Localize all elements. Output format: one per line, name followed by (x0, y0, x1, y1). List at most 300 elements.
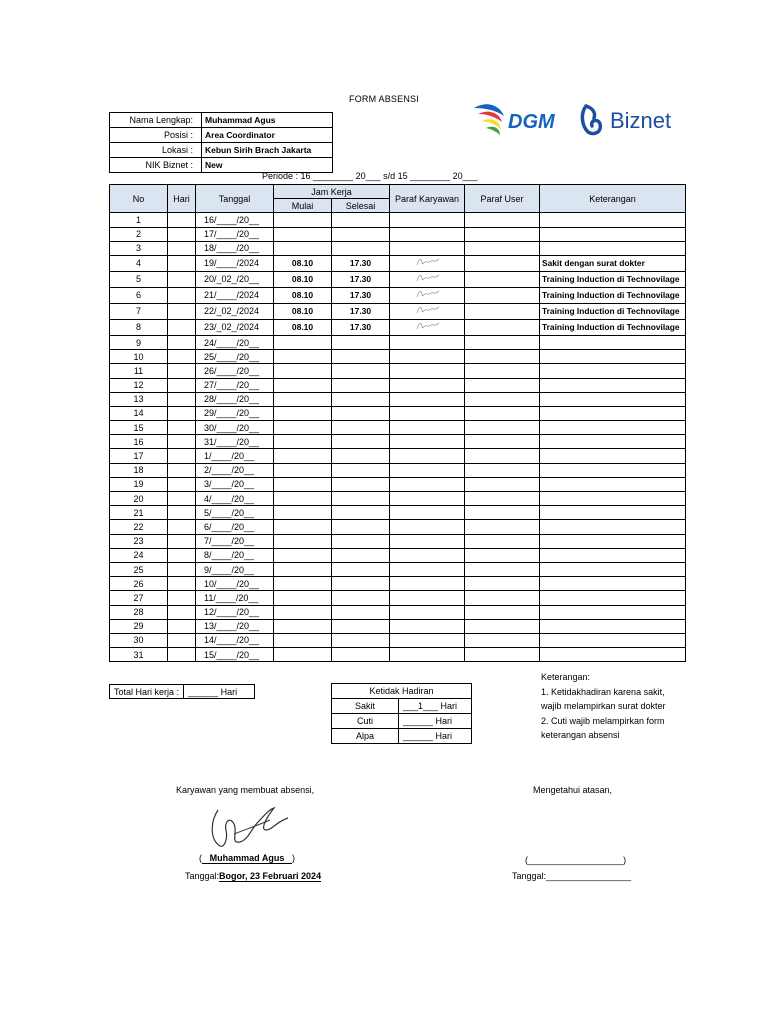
employee-date-label: Tanggal: (185, 871, 220, 881)
employee-name-line: ( Muhammad Agus ) (199, 853, 295, 863)
cell-tanggal: 16/____/20__ (196, 213, 274, 227)
table-row (110, 463, 686, 477)
header-tanggal: Tanggal (196, 185, 274, 213)
cell-selesai: 17.30 (332, 303, 390, 319)
cell-paraf-user (465, 364, 540, 378)
cell-paraf-user (465, 605, 540, 619)
cell-paraf-karyawan (390, 335, 465, 349)
cell-selesai (332, 492, 390, 506)
cell-paraf-karyawan (390, 213, 465, 227)
cell-no: 28 (110, 605, 168, 619)
table-row (110, 506, 686, 520)
cell-paraf-user (465, 335, 540, 349)
cell-paraf-user (465, 287, 540, 303)
cell-selesai (332, 350, 390, 364)
cell-paraf-user (465, 591, 540, 605)
header-jam-kerja: Jam Kerja (274, 185, 390, 199)
signature-icon (414, 256, 440, 268)
cell-hari (168, 335, 196, 349)
cell-paraf-karyawan (390, 633, 465, 647)
cell-selesai (332, 605, 390, 619)
cell-selesai (332, 392, 390, 406)
cell-no: 9 (110, 335, 168, 349)
cell-paraf-user (465, 227, 540, 241)
cell-hari (168, 520, 196, 534)
cell-paraf-user (465, 633, 540, 647)
cell-mulai (274, 492, 332, 506)
cell-tanggal: 1/____/20__ (196, 449, 274, 463)
cell-mulai (274, 227, 332, 241)
absen-value: ___1___ Hari (399, 699, 472, 714)
header-keterangan: Keterangan (540, 185, 686, 213)
table-row (110, 449, 686, 463)
cell-selesai: 17.30 (332, 271, 390, 287)
supervisor-date-line (512, 871, 631, 881)
cell-selesai (332, 562, 390, 576)
employee-date: Bogor, 23 Februari 2024 (219, 871, 322, 881)
cell-paraf-user (465, 350, 540, 364)
biznet-logo (578, 100, 688, 140)
cell-paraf-karyawan (390, 378, 465, 392)
cell-hari (168, 492, 196, 506)
cell-hari (168, 506, 196, 520)
table-row (110, 319, 686, 335)
cell-no: 23 (110, 534, 168, 548)
cell-no: 20 (110, 492, 168, 506)
table-row (110, 350, 686, 364)
table-row (110, 271, 686, 287)
form-title: FORM ABSENSI (349, 94, 419, 104)
cell-keterangan (540, 534, 686, 548)
cell-paraf-user (465, 319, 540, 335)
cell-keterangan (540, 562, 686, 576)
cell-no: 13 (110, 392, 168, 406)
cell-mulai: 08.10 (274, 287, 332, 303)
cell-mulai (274, 506, 332, 520)
cell-mulai: 08.10 (274, 271, 332, 287)
cell-selesai (332, 506, 390, 520)
cell-no: 21 (110, 506, 168, 520)
table-row (110, 406, 686, 420)
cell-mulai (274, 619, 332, 633)
cell-selesai (332, 227, 390, 241)
cell-hari (168, 406, 196, 420)
info-value: Kebun Sirih Brach Jakarta (202, 143, 333, 158)
cell-keterangan (540, 421, 686, 435)
cell-hari (168, 534, 196, 548)
cell-hari (168, 378, 196, 392)
cell-paraf-user (465, 548, 540, 562)
cell-no: 17 (110, 449, 168, 463)
cell-mulai (274, 435, 332, 449)
biznet-logo-text: Biznet (610, 108, 672, 133)
cell-tanggal: 31/____/20__ (196, 435, 274, 449)
table-row (110, 605, 686, 619)
cell-keterangan: Training Induction di Technovilage (540, 271, 686, 287)
cell-paraf-user (465, 534, 540, 548)
cell-selesai (332, 241, 390, 255)
cell-hari (168, 421, 196, 435)
cell-keterangan (540, 335, 686, 349)
cell-paraf-user (465, 241, 540, 255)
cell-tanggal: 8/____/20__ (196, 548, 274, 562)
table-row (110, 213, 686, 227)
cell-paraf-user (465, 449, 540, 463)
cell-paraf-user (465, 619, 540, 633)
cell-tanggal: 22/_02_/2024 (196, 303, 274, 319)
cell-paraf-karyawan (390, 287, 465, 303)
cell-hari (168, 562, 196, 576)
cell-selesai: 17.30 (332, 287, 390, 303)
header-selesai: Selesai (332, 199, 390, 213)
cell-keterangan (540, 619, 686, 633)
cell-paraf-karyawan (390, 350, 465, 364)
keterangan-notes (541, 670, 666, 743)
cell-selesai (332, 213, 390, 227)
table-row (110, 577, 686, 591)
absen-label: Sakit (332, 699, 399, 714)
signature-icon (414, 288, 440, 300)
cell-paraf-user (465, 648, 540, 662)
cell-hari (168, 271, 196, 287)
cell-mulai (274, 548, 332, 562)
cell-paraf-karyawan (390, 463, 465, 477)
cell-selesai (332, 619, 390, 633)
cell-tanggal: 27/____/20__ (196, 378, 274, 392)
info-value: Muhammad Agus (202, 113, 333, 128)
cell-selesai (332, 591, 390, 605)
cell-no: 1 (110, 213, 168, 227)
cell-no: 11 (110, 364, 168, 378)
cell-tanggal: 20/_02_/20__ (196, 271, 274, 287)
cell-tanggal: 24/____/20__ (196, 335, 274, 349)
cell-mulai (274, 534, 332, 548)
cell-selesai (332, 421, 390, 435)
cell-keterangan (540, 435, 686, 449)
cell-no: 14 (110, 406, 168, 420)
cell-hari (168, 227, 196, 241)
cell-hari (168, 435, 196, 449)
absen-value: ______ Hari (399, 714, 472, 729)
cell-hari (168, 477, 196, 491)
periode-text: Periode : 16 ________ 20___ s/d 15 ________ 20___ (262, 171, 478, 181)
cell-hari (168, 364, 196, 378)
cell-selesai: 17.30 (332, 319, 390, 335)
cell-tanggal: 3/____/20__ (196, 477, 274, 491)
cell-mulai (274, 378, 332, 392)
table-row (110, 477, 686, 491)
cell-keterangan (540, 648, 686, 662)
table-row (110, 562, 686, 576)
cell-keterangan (540, 591, 686, 605)
cell-paraf-karyawan (390, 227, 465, 241)
cell-hari (168, 619, 196, 633)
cell-hari (168, 463, 196, 477)
cell-selesai (332, 633, 390, 647)
cell-paraf-user (465, 477, 540, 491)
cell-hari (168, 392, 196, 406)
absen-label: Cuti (332, 714, 399, 729)
cell-hari (168, 548, 196, 562)
cell-no: 7 (110, 303, 168, 319)
cell-paraf-karyawan (390, 477, 465, 491)
cell-no: 31 (110, 648, 168, 662)
cell-no: 29 (110, 619, 168, 633)
notes-line: wajib melampirkan surat dokter (541, 701, 666, 711)
cell-keterangan (540, 605, 686, 619)
table-row (110, 648, 686, 662)
cell-no: 25 (110, 562, 168, 576)
cell-keterangan (540, 213, 686, 227)
cell-keterangan (540, 492, 686, 506)
cell-mulai (274, 449, 332, 463)
cell-mulai (274, 392, 332, 406)
cell-tanggal: 17/____/20__ (196, 227, 274, 241)
table-row (110, 255, 686, 271)
cell-paraf-user (465, 562, 540, 576)
cell-selesai (332, 449, 390, 463)
cell-selesai (332, 648, 390, 662)
info-label: Lokasi : (110, 143, 202, 158)
cell-tanggal: 9/____/20__ (196, 562, 274, 576)
cell-tanggal: 5/____/20__ (196, 506, 274, 520)
total-hari-kerja (109, 684, 255, 699)
table-row (110, 548, 686, 562)
cell-tanggal: 18/____/20__ (196, 241, 274, 255)
cell-keterangan (540, 548, 686, 562)
cell-mulai: 08.10 (274, 319, 332, 335)
cell-keterangan (540, 364, 686, 378)
cell-paraf-karyawan (390, 562, 465, 576)
cell-mulai (274, 335, 332, 349)
cell-tanggal: 13/____/20__ (196, 619, 274, 633)
cell-selesai (332, 406, 390, 420)
cell-keterangan (540, 633, 686, 647)
cell-no: 12 (110, 378, 168, 392)
cell-mulai (274, 421, 332, 435)
cell-no: 26 (110, 577, 168, 591)
cell-mulai (274, 364, 332, 378)
cell-paraf-user (465, 213, 540, 227)
cell-mulai (274, 605, 332, 619)
cell-paraf-karyawan (390, 619, 465, 633)
cell-no: 4 (110, 255, 168, 271)
cell-paraf-karyawan (390, 577, 465, 591)
cell-no: 27 (110, 591, 168, 605)
cell-paraf-user (465, 435, 540, 449)
cell-selesai (332, 463, 390, 477)
cell-tanggal: 26/____/20__ (196, 364, 274, 378)
cell-keterangan (540, 477, 686, 491)
employee-caption: Karyawan yang membuat absensi, (176, 785, 315, 795)
cell-selesai: 17.30 (332, 255, 390, 271)
info-label: Posisi : (110, 128, 202, 143)
cell-paraf-user (465, 520, 540, 534)
cell-tanggal: 30/____/20__ (196, 421, 274, 435)
cell-keterangan: Training Induction di Technovilage (540, 303, 686, 319)
cell-paraf-karyawan (390, 648, 465, 662)
cell-paraf-user (465, 406, 540, 420)
cell-paraf-user (465, 492, 540, 506)
cell-paraf-user (465, 506, 540, 520)
cell-keterangan (540, 227, 686, 241)
cell-tanggal: 29/____/20__ (196, 406, 274, 420)
info-value: New (202, 158, 333, 173)
table-row (110, 241, 686, 255)
employee-date-line (185, 871, 321, 881)
info-label: Nama Lengkap: (110, 113, 202, 128)
cell-mulai (274, 562, 332, 576)
cell-selesai (332, 548, 390, 562)
cell-tanggal: 25/____/20__ (196, 350, 274, 364)
cell-tanggal: 12/____/20__ (196, 605, 274, 619)
header-mulai: Mulai (274, 199, 332, 213)
cell-keterangan (540, 577, 686, 591)
cell-paraf-user (465, 392, 540, 406)
cell-paraf-user (465, 271, 540, 287)
cell-paraf-karyawan (390, 449, 465, 463)
header-paraf-user: Paraf User (465, 185, 540, 213)
signature-icon (414, 320, 440, 332)
table-row (110, 619, 686, 633)
cell-paraf-karyawan (390, 534, 465, 548)
cell-hari (168, 648, 196, 662)
cell-keterangan (540, 241, 686, 255)
signature-icon (414, 304, 440, 316)
cell-no: 2 (110, 227, 168, 241)
cell-hari (168, 633, 196, 647)
cell-no: 18 (110, 463, 168, 477)
absen-value: ______ Hari (399, 729, 472, 744)
attendance-table (109, 184, 686, 662)
cell-hari (168, 241, 196, 255)
cell-paraf-user (465, 577, 540, 591)
cell-tanggal: 2/____/20__ (196, 463, 274, 477)
cell-paraf-karyawan (390, 506, 465, 520)
absen-label: Alpa (332, 729, 399, 744)
cell-keterangan (540, 350, 686, 364)
cell-selesai (332, 364, 390, 378)
header-paraf-karyawan: Paraf Karyawan (390, 185, 465, 213)
info-row (110, 143, 333, 158)
total-label: Total Hari kerja : (110, 685, 184, 699)
info-row (110, 113, 333, 128)
cell-selesai (332, 378, 390, 392)
table-row (110, 520, 686, 534)
supervisor-caption: Mengetahui atasan, (533, 785, 613, 795)
supervisor-name: (___________________) (525, 855, 627, 865)
notes-line: 2. Cuti wajib melampirkan form (541, 715, 665, 726)
employee-name: Muhammad Agus (202, 853, 292, 864)
cell-mulai: 08.10 (274, 255, 332, 271)
cell-keterangan (540, 449, 686, 463)
cell-keterangan: Training Induction di Technovilage (540, 319, 686, 335)
cell-paraf-karyawan (390, 591, 465, 605)
cell-hari (168, 319, 196, 335)
cell-hari (168, 591, 196, 605)
cell-keterangan (540, 406, 686, 420)
cell-no: 3 (110, 241, 168, 255)
employee-signature-icon (204, 800, 294, 852)
cell-hari (168, 287, 196, 303)
cell-mulai (274, 648, 332, 662)
cell-hari (168, 605, 196, 619)
cell-tanggal: 11/____/20__ (196, 591, 274, 605)
table-row (110, 392, 686, 406)
cell-mulai (274, 633, 332, 647)
cell-mulai: 08.10 (274, 303, 332, 319)
dgm-logo-text: DGM (508, 111, 555, 133)
cell-selesai (332, 534, 390, 548)
table-row (110, 335, 686, 349)
info-value: Area Coordinator (202, 128, 333, 143)
cell-paraf-karyawan (390, 319, 465, 335)
table-row (110, 591, 686, 605)
dgm-logo (470, 96, 570, 138)
cell-keterangan (540, 378, 686, 392)
cell-mulai (274, 350, 332, 364)
cell-keterangan (540, 506, 686, 520)
cell-mulai (274, 241, 332, 255)
cell-paraf-user (465, 421, 540, 435)
cell-mulai (274, 213, 332, 227)
cell-paraf-karyawan (390, 303, 465, 319)
table-row (110, 378, 686, 392)
cell-paraf-user (465, 303, 540, 319)
total-value: ______ Hari (184, 685, 255, 699)
employee-info-table (109, 112, 333, 173)
cell-no: 10 (110, 350, 168, 364)
table-row (110, 287, 686, 303)
cell-paraf-user (465, 255, 540, 271)
cell-tanggal: 7/____/20__ (196, 534, 274, 548)
cell-keterangan (540, 520, 686, 534)
cell-paraf-karyawan (390, 605, 465, 619)
cell-paraf-user (465, 463, 540, 477)
info-label: NIK Biznet : (110, 158, 202, 173)
cell-mulai (274, 591, 332, 605)
cell-hari (168, 255, 196, 271)
header-hari: Hari (168, 185, 196, 213)
supervisor-date: _________________ (546, 871, 632, 881)
cell-keterangan: Sakit dengan surat dokter (540, 255, 686, 271)
cell-hari (168, 303, 196, 319)
table-row (110, 227, 686, 241)
cell-paraf-karyawan (390, 255, 465, 271)
cell-no: 24 (110, 548, 168, 562)
cell-tanggal: 14/____/20__ (196, 633, 274, 647)
cell-hari (168, 577, 196, 591)
cell-paraf-karyawan (390, 520, 465, 534)
table-row (110, 364, 686, 378)
cell-selesai (332, 335, 390, 349)
cell-mulai (274, 477, 332, 491)
cell-mulai (274, 463, 332, 477)
notes-line: keterangan absensi (541, 730, 620, 740)
cell-no: 16 (110, 435, 168, 449)
cell-mulai (274, 406, 332, 420)
table-row (110, 633, 686, 647)
header-no: No (110, 185, 168, 213)
cell-paraf-karyawan (390, 435, 465, 449)
table-row (110, 303, 686, 319)
info-row (110, 128, 333, 143)
signature-icon (414, 272, 440, 284)
cell-paraf-karyawan (390, 406, 465, 420)
cell-keterangan (540, 392, 686, 406)
cell-paraf-karyawan (390, 421, 465, 435)
cell-paraf-karyawan (390, 492, 465, 506)
